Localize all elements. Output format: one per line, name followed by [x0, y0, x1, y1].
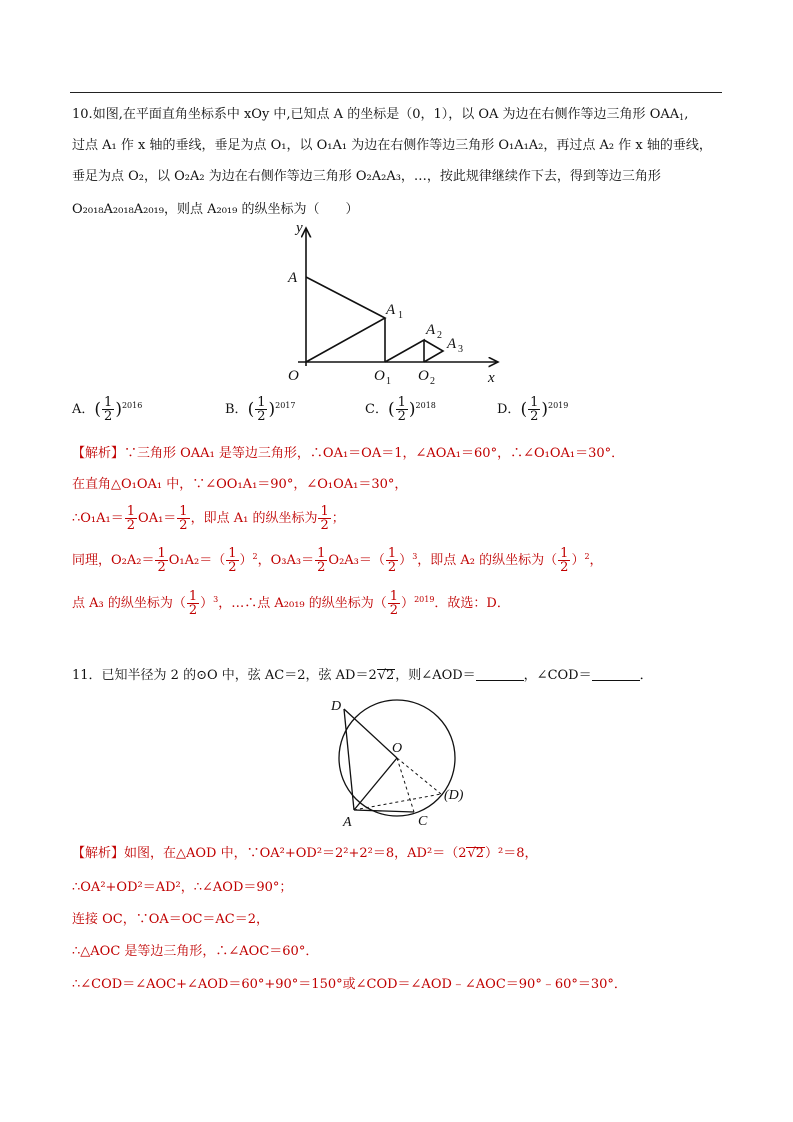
- q11-radius-oa: [354, 758, 397, 810]
- q10-option-c: C．( $\frac{1}{2}$ )$^{2018}$: [365, 395, 436, 424]
- q10-stem-line2: 过点 A₁ 作 x 轴的垂线，垂足为点 O₁，以 O₁A₁ 为边在右侧作等边三角形 O₁A₁A₂，再过点 A₂ 作 x 轴的垂线，: [72, 138, 712, 153]
- answer-blank-cod[interactable]: [592, 668, 640, 681]
- q11-label-D-alt: (D): [444, 788, 464, 803]
- q10-label-A3: A: [447, 336, 457, 352]
- top-rule: [70, 92, 722, 93]
- q11-solution-line3: 连接 OC，∵OA＝OC＝AC＝2，: [72, 912, 269, 927]
- q10-triangle-3: [424, 340, 443, 362]
- q11-dashed-oc: [397, 758, 414, 812]
- half-fraction: $\frac{1}{2}$: [397, 395, 406, 424]
- q11-solution-line2: ∴OA²+OD²＝AD²，∴∠AOD＝90°；: [72, 880, 293, 895]
- q10-label-A2: A: [426, 322, 436, 338]
- q11-solution-line5: ∴∠COD＝∠AOC+∠AOD＝60°+90°＝150°或∠COD＝∠AOD﹣∠AOC＝90°﹣60°＝30°．: [72, 977, 627, 992]
- q11-label-O: O: [392, 741, 403, 756]
- q10-label-A: A: [288, 270, 298, 286]
- q10-stem-line4: O₂₀₁₈A₂₀₁₈A₂₀₁₉，则点 A₂₀₁₉ 的纵坐标为（ ）: [72, 202, 359, 217]
- q10-stem-sub: 1: [679, 113, 685, 122]
- q11-chord-ac: [354, 810, 414, 812]
- option-letter: A．: [72, 402, 95, 417]
- option-letter: C．: [365, 402, 388, 417]
- q10-solution-line1: 【解析】∵三角形 OAA₁ 是等边三角形，∴OA₁＝OA＝1，∠AOA₁＝60°，∴∠O₁OA₁＝30°．: [72, 446, 625, 461]
- q10-solution-line2: 在直角△O₁OA₁ 中，∵∠OO₁A₁＝90°，∠O₁OA₁＝30°，: [72, 477, 408, 492]
- q10-label-A3-sub: 3: [458, 344, 463, 355]
- option-exponent: 2016: [121, 401, 143, 410]
- q11-stem: 11．已知半径为 2 的⊙O 中，弦 AC＝2，弦 AD＝2√2，则∠AOD＝ ，∠COD＝ ．: [72, 668, 653, 683]
- q10-label-O1-sub: 1: [386, 376, 391, 386]
- q10-triangle-2: [385, 340, 424, 362]
- q11-figure: [320, 694, 480, 830]
- q10-label-O2-sub: 2: [430, 376, 435, 386]
- q10-label-O: O: [288, 368, 299, 384]
- answer-blank-aod[interactable]: [476, 668, 524, 681]
- q10-stem-text1-end: ,: [684, 107, 689, 122]
- q10-label-O1: O: [374, 368, 385, 384]
- option-letter: D．: [497, 402, 521, 417]
- q10-label-A2-sub: 2: [437, 330, 442, 341]
- half-fraction: $\frac{1}{2}$: [530, 395, 539, 424]
- q11-solution-line1: 【解析】如图，在△AOD 中，∵OA²+OD²＝2²+2²＝8，AD²＝（2√2）²＝8，: [72, 846, 538, 861]
- q10-solution-line3: ∴O₁A₁＝ $\frac{1}{2}$ OA₁＝ $\frac{1}{2}$ ，即点 A₁ 的纵坐标为 $\frac{1}{2}$ ；: [72, 504, 345, 533]
- q10-label-x: x: [488, 370, 495, 386]
- q11-label-A: A: [343, 815, 352, 830]
- q10-stem-line3: 垂足为点 O₂，以 O₂A₂ 为边在右侧作等边三角形 O₂A₂A₃，…，按此规律继续作下去，得到等边三角形: [72, 169, 661, 184]
- q11-label-D: D: [331, 699, 342, 714]
- q10-option-d: D．( $\frac{1}{2}$ )$^{2019}$: [497, 395, 569, 424]
- q10-solution-line4: 同理，O₂A₂＝ $\frac{1}{2}$ O₁A₂＝（ $\frac{1}{2}$ ）$^2$，O₃A₃＝ $\frac{1}{2}$ O₂A₃＝（ $\frac{1}{2}$ ）$^3$，即点 A₂ 的纵坐标为（ $\frac{1}{2}$ ）$^2$，: [72, 546, 603, 575]
- q10-solution-line5: 点 A₃ 的纵坐标为（ $\frac{1}{2}$ ）$^3$，…∴点 A₂₀₁₉ 的纵坐标为（ $\frac{1}{2}$ ）$^{2019}$．故选：D．: [72, 589, 510, 618]
- q10-stem-text1: 如图,在平面直角坐标系中 xOy 中,已知点 A 的坐标是（0，1），以 OA 为边在右侧作等边三角形 OAA: [92, 107, 680, 122]
- q11-solution-line4: ∴△AOC 是等边三角形，∴∠AOC＝60°．: [72, 944, 319, 959]
- q10-option-a: A．( $\frac{1}{2}$ )$^{2016}$: [72, 395, 143, 424]
- sqrt-symbol: √2: [377, 668, 395, 683]
- q11-chord-ad: [344, 709, 354, 810]
- q10-option-b: B．( $\frac{1}{2}$ )$^{2017}$: [225, 395, 296, 424]
- q10-label-O2: O: [418, 368, 429, 384]
- half-fraction: $\frac{1}{2}$: [104, 395, 113, 424]
- q10-label-y: y: [296, 220, 303, 236]
- q10-triangle-1: [306, 277, 385, 362]
- option-exponent: 2017: [275, 401, 296, 410]
- q10-number: 10.: [72, 107, 93, 122]
- option-letter: B．: [225, 402, 248, 417]
- option-exponent: 2019: [548, 401, 569, 410]
- q11-label-C: C: [418, 814, 428, 829]
- q10-label-A1-sub: 1: [398, 310, 403, 321]
- half-fraction: $\frac{1}{2}$: [257, 395, 266, 424]
- q10-label-A1: A: [386, 302, 396, 318]
- q11-radius-od: [344, 709, 397, 758]
- option-exponent: 2018: [415, 401, 436, 410]
- q10-figure: [280, 216, 510, 386]
- q11-dashed-od2: [397, 758, 441, 794]
- q10-stem-line1: [72, 103, 688, 122]
